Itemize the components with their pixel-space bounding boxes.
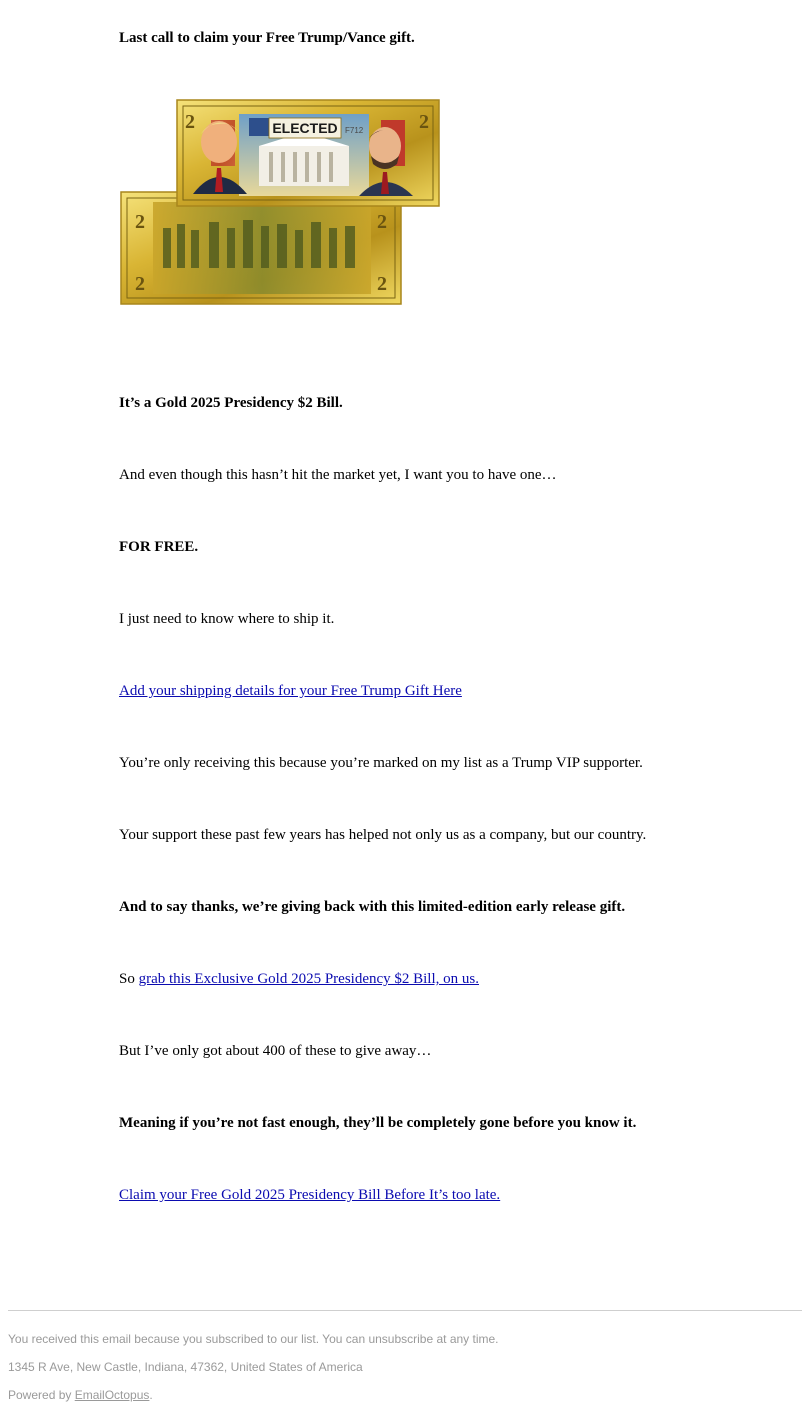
powered-suffix: . bbox=[149, 1388, 153, 1402]
svg-text:2: 2 bbox=[377, 211, 387, 233]
bill-front bbox=[177, 100, 439, 206]
footer-divider bbox=[8, 1310, 802, 1311]
only-400-line: But I’ve only got about 400 of these to give away… bbox=[119, 1043, 432, 1059]
claim-bill-link[interactable]: Claim your Free Gold 2025 Presidency Bill Before It’s too late. bbox=[119, 1187, 501, 1203]
for-free-line: FOR FREE. bbox=[119, 539, 199, 555]
grab-bill-link[interactable]: grab this Exclusive Gold 2025 Presidency $2 Bill, on us. bbox=[138, 971, 479, 987]
support-line: Your support these past few years has helped not only us as a company, but our country. bbox=[119, 827, 647, 843]
gold-bill-line: It’s a Gold 2025 Presidency $2 Bill. bbox=[119, 395, 343, 411]
svg-text:2: 2 bbox=[135, 211, 145, 233]
bill-serial: F712 bbox=[345, 126, 364, 135]
powered-prefix: Powered by bbox=[8, 1388, 75, 1402]
email-headline: Last call to claim your Free Trump/Vance gift. bbox=[119, 30, 415, 46]
grab-prefix: So bbox=[119, 971, 139, 987]
footer-address: 1345 R Ave, New Castle, Indiana, 47362, United States of America bbox=[8, 1360, 363, 1374]
shipping-details-link[interactable]: Add your shipping details for your Free Trump Gift Here bbox=[119, 683, 462, 699]
bill-back bbox=[121, 192, 401, 304]
ship-line: I just need to know where to ship it. bbox=[119, 611, 335, 627]
emailoctopus-link[interactable]: EmailOctopus bbox=[74, 1388, 150, 1402]
receiving-line: You’re only receiving this because you’re marked on my list as a Trump VIP supporter. bbox=[119, 755, 643, 771]
bill-elected-label: ELECTED bbox=[272, 120, 338, 136]
thanks-line: And to say thanks, we’re giving back with this limited-edition early release gift. bbox=[119, 899, 626, 915]
svg-text:2: 2 bbox=[185, 111, 195, 133]
svg-text:2: 2 bbox=[377, 273, 387, 295]
shipping-link-paragraph bbox=[119, 682, 462, 700]
claim-link-paragraph bbox=[119, 1186, 500, 1204]
svg-text:2: 2 bbox=[419, 111, 429, 133]
footer-subscribed-text: You received this email because you subscribed to our list. You can unsubscribe at any time. bbox=[8, 1332, 499, 1346]
svg-text:2: 2 bbox=[135, 273, 145, 295]
grab-paragraph bbox=[119, 970, 479, 988]
gold-bill-image bbox=[119, 98, 449, 310]
fast-line: Meaning if you’re not fast enough, they’ll be completely gone before you know it. bbox=[119, 1115, 637, 1131]
market-line: And even though this hasn’t hit the market yet, I want you to have one… bbox=[119, 467, 557, 483]
footer-powered-by bbox=[8, 1387, 153, 1403]
